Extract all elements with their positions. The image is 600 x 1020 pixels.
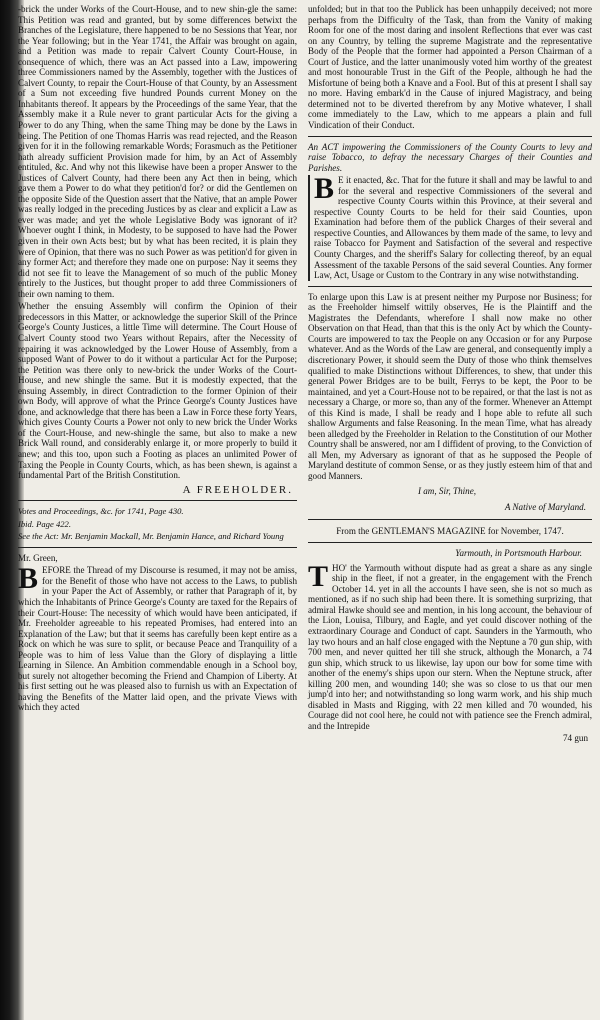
left-column: [18, 4, 297, 715]
left-paragraph-2: Whether the ensuing Assembly will confirm the Opinion of their predecessors in this Matter, or acknowledge the superior Skill of the Prince George's County Justices, a little Time will determine. The Court House of Calvert County stood two Years without Repairs, after the Necessity of repairing it was acknowledged by the Lower House of Assembly, from a supposed Want of Power to do it without a particular Act for the Purpose; the Petition was there only to new-brick the under Works of the Court-House, and new shingle the same. But it is modestly expected, that the ensuing Assembly, in direct Contradiction to the former Opinion of their own Body, will approve of what the Prince George's County Justices have done, and acknowledge that there has been a Law in Force these forty Years, which gives County Courts a Power not only to new brick the Under Works of the Court-House, and new-shingle the same, but also to make a new Brick Wall round, and considerably enlarge it, or more properly to build it anew; and this too, upon such a Footing as places an unlimited Power of Taxing the People in County Courts, which, as has been shewn, is against a fundamental Part of the British Constitution.: [18, 301, 297, 481]
left-paragraph-3: EFORE the Thread of my Discourse is resumed, it may not be amiss, for the Benefit of those who have not access to the Laws, to publish in your Paper the Act of Assembly, or rather that Paragraph of it, by which the Inhabitants of Prince George's County are taxed for the Repairs of their Court-House: The necessity of which would have been anticipated, if Mr. Freeholder agreeable to his repeated Promises, had entered into an Explanation of the Law; but that it seems has carefully been kept entire as a Rock on which he was sure to split, or because Peace and Tranquility of a People was to him of less Value than the Glory of displaying a little Learning in Silence. An Ambition commendable enough in a School boy, but surely not altogether becoming the Friend and Champion of Liberty. At his first setting out he was pleased also to furnish us with an Expectation of having the Benefits of the Matter laid open, and the private Views with which they acted: [18, 565, 297, 713]
right-divider-4: [308, 542, 592, 543]
freeholder-signature: A FREEHOLDER.: [182, 483, 293, 496]
act-text-block: [308, 172, 592, 281]
native-signature: A Native of Maryland.: [504, 502, 586, 513]
dateline: Yarmouth, in Portsmouth Harbour.: [455, 548, 582, 559]
right-column: [308, 4, 592, 744]
footnote-1: Votes and Proceedings, &c. for 1741, Page 430.: [18, 506, 184, 517]
left-dropcap-letter: B: [18, 562, 39, 596]
right-paragraph-1: unfolded; but in that too the Publick has been unhappily deceived; not more perhaps from the Difficulty of the Task, than from the Vanity of making Room for one of the most daring and insolent Reflections that ever was cast on any Country, by telling the supreme Magistrate and the representative Body of the People that the former had appointed a Person Chairman of a Court of Justice, and the latter unanimously voted him worthy of the greatest and most honourable Trust in the Gift of the People, although he had the Misfortune of being both a Knave and a Fool. But of this at present I shall say no more. Having embark'd in the Cause of injured Magistracy, and being determined not to be diverted therefrom by any Motive whatever, I shall come immediately to the Law, which to me appears a plain and full Vindication of their Conduct.: [308, 4, 592, 131]
right-paragraph-2: To enlarge upon this Law is at present neither my Purpose nor Business; for as the Freeholder himself wittily observes, He is the Plaintiff and the Magistrates the Defendants, wherefore I shall now make no other Observation on that Head, than that this is the only Act by which the County-Courts are impowered to tax the People on any Occasion or for any Purpose whatever. And as the Words of the Law are general, and consequently imply a discretionary Power, it should seem the Duty of those who think themselves qualified to make Distinctions without Differences, to shew, that under this general Power Bridges are to be built, Ferrys to be kept, the Poor to be maintained, and yet a Court-House not to be repaired, or that the last is not as necessary a Charge, or more so, than any of the former. Whenever an Attempt of this Kind is made, I shall be ready and I hope able to refute all such shallow Arguments and false Reasoning. In the mean Time, what has already been alledged by the Freeholder in Relation to the Constitution of our Mother Country shall be answered, nor am I diffident of proving, to the Conviction of all Men, my Adversary as ignorant of that as he supposed the People of Maryland destitute of common Sense, or as they justly esteem him of that and good Manners.: [308, 291, 592, 481]
yarmouth-dropcap-letter: T: [308, 559, 329, 593]
right-divider-1: [308, 136, 592, 137]
footnote-2: Ibid. Page 422.: [18, 518, 71, 529]
salutation: Mr. Green,: [18, 552, 58, 563]
act-text: E it enacted, &c. That for the future it shall and may be lawful to and for the several and respective Commissioners of the several and respective County Courts within this Province, at their several and respective County Courts to be held for their said Counties, upon Examination had before them of the publick Charges of their several and respective Counties, and Allowances by them made of the same, to levy and raise Tobacco for Payment and Satisfaction of the several and respective County Charges, and the sheriff's Salary for collecting thereof, by an equal Assessment of the taxable Persons of the said several Counties. Any former Law, Act, Usage or Custom to the Contrary in any wise notwithstanding.: [314, 175, 592, 281]
yarmouth-paragraph: [308, 559, 592, 732]
right-divider-2: [308, 286, 592, 287]
closing-line: I am, Sir, Thine,: [417, 485, 477, 496]
right-divider-3: [308, 519, 592, 520]
catchword: 74 gun: [562, 733, 588, 744]
act-title: An ACT impowering the Commissioners of the County Courts to levy and raise Tobacco, to defray the necessary Charges of their Counties and Parishes.: [308, 141, 592, 173]
left-paragraph-1: -brick the under Works of the Court-House, and to new shin-gle the same: This Petition was read and granted, but by some differences betwixt the Branches of the Legislature, there happened to be no Sessions that Year, nor the Year following; but in the Year 1741, the Affair was brought on again, and a Petition was made to repair Calvert County Court-House, in consequence of which, there was an Act passed into a Law, impowering three Commissioners named by the Assembly, together with the Justices of Calvert County, to repair the Court-House of that County, by an Assessment of a Sum not exceeding five hundred Pounds current Money on the Inhabitants thereof. It appears by the Proceedings of the same Year, that the Assembly make it a Rule never to grant particular Acts for the giving a Power to do any Thing, when the same Thing may be done by the Laws in being. The Petition of one Thomas Harris was read rejected, and the Reason given for it in the following remarkable Words; Forasmuch as the Petitioner hath already sufficient Provision made for him, by an Act of Assembly entituled, &c. And why not this likewise have been a proper Answer to the Justices of Calvert County, had there been any Act then in being, which gave them a Power to do what they petition'd for? or did the Gentlemen on the opposite Side of the Question assert that the Native, that an ample Power was really lodged in the preceding Justices by as clear and explicit a Law as ever was made; and yet the whole Legislative Body was ignorant of it? Whoever ought I think, in Modesty, to be supposed to have had the Power given in their own Acts best; but by what has been recited, it is plain they were of Opinion, that there was no such Power as was petition'd for given in any former Act; and therefore they made one on purpose: Nay it seems they did not see fit to leave the Management of so much of the public Money entirely to the Justices, but thought proper to add three Commissioners of their own naming to them.: [18, 4, 297, 299]
footnote-3: See the Act: Mr. Benjamin Mackall, Mr. Benjamin Hance, and Richard Young: [18, 531, 284, 542]
left-divider-2: [18, 547, 297, 548]
left-divider-1: [18, 500, 297, 501]
right-paragraph-3: HO' the Yarmouth without dispute had as great a share as any single ship in the fleet, if not a greater, in the engagement with the French October 14. yet in all the accounts I have seen, she is not so much as mentioned, as if no such ship had been there. It is something surprizing, that admiral Hawke should see and mention, in his long account, the behaviour of the Lion, Louisa, Tilbury, and Eagle, and yet could discover nothing of the extraordinary Courage and Conduct of capt. Saunders in the Yarmouth, who lay two hours and an half close engaged with the Neptune a 70 gun ship, with 700 men, and never quitted her till she struck, although the Monarch, a 74 gun ship, which struck to us likewise, lay upon our bow for some time with another of the enemy's ships upon our stern. When the Neptune struck, after killing 200 men, and wounding 140; she was so close to us that our men jump'd into her; and notwithstanding so long warm work, and his ship much disabled in Masts and Rigging, with 22 men killed and 70 wounded, his Courage did not cool here, he could not with patience see the French admiral, and the Intrepide: [308, 562, 592, 731]
act-dropcap-letter: B: [314, 172, 335, 206]
magazine-header: From the GENTLEMAN'S MAGAZINE for November, 1747.: [336, 525, 564, 536]
left-dropcap-paragraph: [18, 562, 297, 713]
